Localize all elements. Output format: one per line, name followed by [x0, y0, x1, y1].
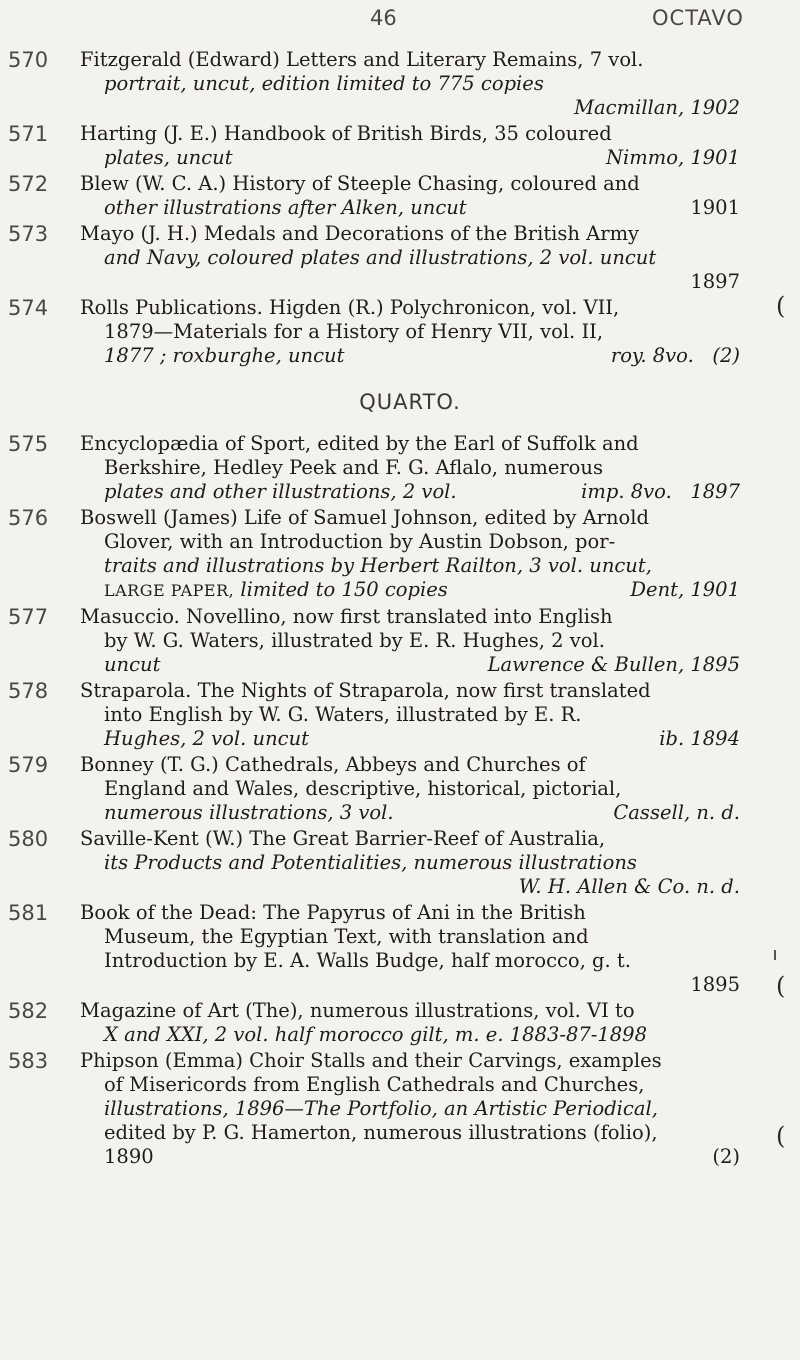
entry-line: Museum, the Egyptian Text, with translation and [104, 925, 589, 948]
entry-line: traits and illustrations by Herbert Railton, 3 vol. uncut, [104, 554, 652, 577]
entry-line: its Products and Potentialities, numerous illustrations [104, 851, 637, 874]
entry-format: imp. 8vo. 1897 [581, 480, 740, 503]
lot-entry [0, 679, 800, 751]
entry-line: by W. G. Waters, illustrated by E. R. Hughes, 2 vol. [104, 629, 605, 652]
entry-line: numerous illustrations, 3 vol. [104, 801, 394, 824]
entry-line: plates, uncut [104, 146, 233, 169]
lot-entry [0, 506, 800, 603]
lot-number: 570 [8, 48, 49, 72]
lot-entry [0, 753, 800, 825]
entry-publisher: W. H. Allen & Co. n. d. [518, 875, 740, 898]
entry-line: uncut [104, 653, 161, 676]
entry-count: (2) [712, 1145, 740, 1168]
entry-line: portrait, uncut, edition limited to 775 copies [104, 72, 544, 95]
page-header [0, 2, 800, 38]
entry-line: Masuccio. Novellino, now first translated into English [80, 605, 613, 628]
entry-date: 1890 [104, 1145, 154, 1168]
entry-line: Blew (W. C. A.) History of Steeple Chasing, coloured and [80, 172, 640, 195]
page-number: 46 [370, 6, 397, 30]
lot-number: 583 [8, 1049, 49, 1073]
entry-line: limited to 150 copies [240, 578, 448, 601]
entry-publisher: Dent, 1901 [630, 578, 740, 601]
entry-line: Straparola. The Nights of Straparola, now first translated [80, 679, 651, 702]
lot-number: 582 [8, 999, 49, 1023]
entry-date: 1897 [690, 270, 740, 293]
catalogue-entries [0, 48, 800, 1171]
lot-number: 576 [8, 506, 49, 530]
entry-line: illustrations, 1896—The Portfolio, an Artistic Periodical, [104, 1097, 658, 1120]
entry-publisher: ib. 1894 [659, 727, 740, 750]
lot-entry [0, 901, 800, 997]
margin-bracket-mark: ( [776, 1122, 786, 1150]
running-head: OCTAVO [652, 6, 744, 30]
lot-entry [0, 222, 800, 294]
entry-line: edited by P. G. Hamerton, numerous illustrations (folio), [104, 1121, 658, 1144]
entry-line: Mayo (J. H.) Medals and Decorations of the British Army [80, 222, 640, 245]
lot-number: 578 [8, 679, 49, 703]
entry-line: England and Wales, descriptive, historical, pictorial, [104, 777, 622, 800]
lot-number: 571 [8, 122, 49, 146]
lot-number: 580 [8, 827, 49, 851]
lot-entry [0, 605, 800, 677]
entry-publisher: Nimmo, 1901 [605, 146, 740, 169]
entry-line: Book of the Dead: The Papyrus of Ani in the British [80, 901, 586, 924]
lot-entry [0, 172, 800, 220]
entry-line: Rolls Publications. Higden (R.) Polychronicon, vol. VII, [80, 296, 620, 319]
lot-number: 577 [8, 605, 49, 629]
entry-line: of Misericords from English Cathedrals and Churches, [104, 1073, 645, 1096]
entry-line: Hughes, 2 vol. uncut [104, 727, 309, 750]
entry-line: Phipson (Emma) Choir Stalls and their Carvings, examples [80, 1049, 662, 1072]
entry-line: Harting (J. E.) Handbook of British Birds, 35 coloured [80, 122, 612, 145]
entry-line: 1877 ; roxburghe, uncut [104, 344, 345, 367]
entry-line: plates and other illustrations, 2 vol. [104, 480, 457, 503]
entry-line: 1879—Materials for a History of Henry VII, vol. II, [104, 320, 604, 343]
entry-line: Saville-Kent (W.) The Great Barrier-Reef of Australia, [80, 827, 606, 850]
lot-number: 575 [8, 432, 49, 456]
entry-publisher: Lawrence & Bullen, 1895 [487, 653, 740, 676]
lot-number: 579 [8, 753, 49, 777]
section-heading-quarto: QUARTO. [359, 390, 461, 414]
entry-line: Boswell (James) Life of Samuel Johnson, edited by Arnold [80, 506, 649, 529]
entry-line: other illustrations after Alken, uncut [104, 196, 467, 219]
entry-line: into English by W. G. Waters, illustrated by E. R. [104, 703, 582, 726]
entry-line: Bonney (T. G.) Cathedrals, Abbeys and Churches of [80, 753, 586, 776]
entry-format: roy. 8vo. (2) [610, 344, 740, 367]
lot-entry [0, 122, 800, 170]
lot-entry [0, 999, 800, 1047]
entry-date: 1901 [690, 196, 740, 219]
entry-line: X and XXI, 2 vol. half morocco gilt, m. e. 1883-87-1898 [104, 1023, 647, 1046]
lot-entry [0, 48, 800, 120]
lot-number: 572 [8, 172, 49, 196]
entry-line: Introduction by E. A. Walls Budge, half morocco, g. t. [104, 949, 631, 972]
lot-number: 573 [8, 222, 49, 246]
entry-line: Fitzgerald (Edward) Letters and Literary Remains, 7 vol. [80, 48, 644, 71]
entry-publisher: Macmillan, 1902 [574, 96, 740, 119]
entry-line: LARGE PAPER, [104, 581, 235, 600]
entry-publisher: Cassell, n. d. [613, 801, 740, 824]
lot-number: 574 [8, 296, 49, 320]
lot-entry [0, 296, 800, 368]
margin-bracket-mark: ( [776, 972, 786, 1000]
lot-entry [0, 827, 800, 899]
entry-line: Magazine of Art (The), numerous illustrations, vol. VI to [80, 999, 635, 1022]
lot-entry [0, 432, 800, 504]
lot-number: 581 [8, 901, 49, 925]
entry-date: 1895 [690, 973, 740, 996]
entry-line: Encyclopædia of Sport, edited by the Earl of Suffolk and [80, 432, 639, 455]
lot-entry [0, 1049, 800, 1169]
entry-line: and Navy, coloured plates and illustrations, 2 vol. uncut [104, 246, 657, 269]
entry-line: Glover, with an Introduction by Austin Dobson, por- [104, 530, 616, 553]
margin-bracket-mark: ( [776, 292, 786, 320]
entry-line: Berkshire, Hedley Peek and F. G. Aflalo, numerous [104, 456, 603, 479]
